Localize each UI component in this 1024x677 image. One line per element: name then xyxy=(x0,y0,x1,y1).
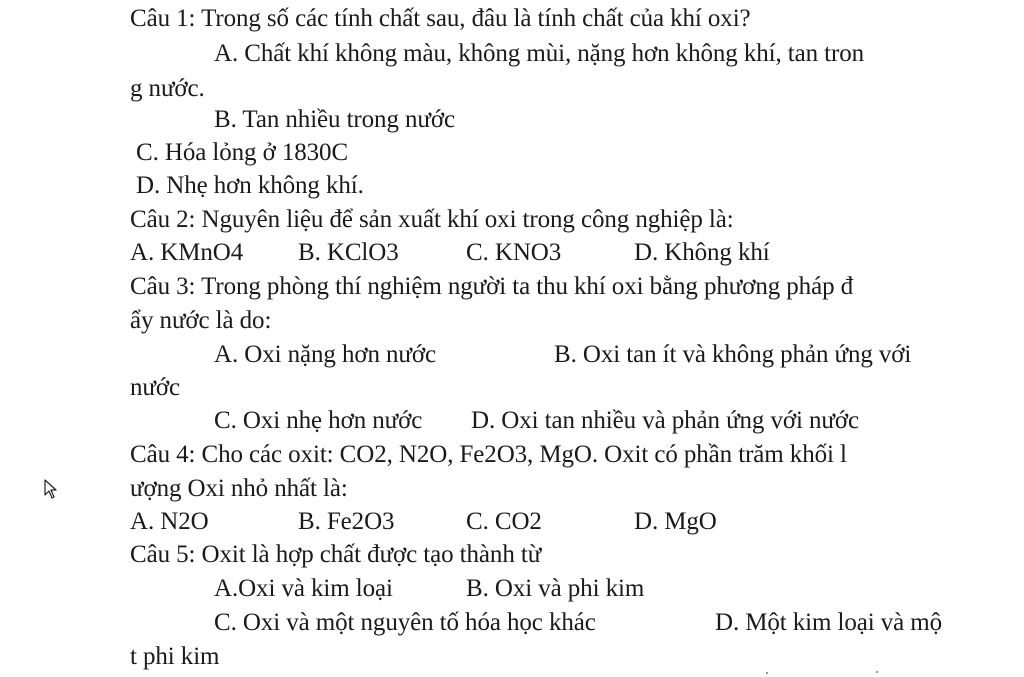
q2-option-b: B. KClO3 xyxy=(298,239,399,266)
q3-stem: Câu 3: Trong phòng thí nghiệm người ta thu khí oxi bằng phương pháp đ xyxy=(130,273,854,300)
q1-option-a-cont: g nước. xyxy=(130,75,205,102)
artifact-dot xyxy=(876,671,878,673)
artifact-dot xyxy=(766,672,768,674)
q4-option-b: B. Fe2O3 xyxy=(298,508,395,535)
q5-option-a: A.Oxi và kim loại xyxy=(214,575,393,602)
q2-stem: Câu 2: Nguyên liệu để sản xuất khí oxi trong công nghiệp là: xyxy=(130,206,734,233)
q5-stem: Câu 5: Oxit là hợp chất được tạo thành từ xyxy=(130,541,542,568)
q1-option-d: D. Nhẹ hơn không khí. xyxy=(136,172,364,199)
q2-option-d: D. Không khí xyxy=(634,239,770,266)
q1-option-b: B. Tan nhiều trong nước xyxy=(214,106,455,133)
mouse-pointer-icon xyxy=(44,479,58,499)
q4-stem: Câu 4: Cho các oxit: CO2, N2O, Fe2O3, MgO. Oxit có phần trăm khối l xyxy=(130,441,847,468)
q3-option-a: A. Oxi nặng hơn nước xyxy=(214,341,436,368)
q5-option-d: D. Một kim loại và mộ xyxy=(715,609,943,636)
q5-option-b: B. Oxi và phi kim xyxy=(466,575,645,602)
q2-option-a: A. KMnO4 xyxy=(130,239,244,266)
q2-option-c: C. KNO3 xyxy=(466,239,562,266)
q3-option-c: C. Oxi nhẹ hơn nước xyxy=(214,407,423,434)
q5-option-d-cont: t phi kim xyxy=(130,643,220,670)
q3-option-d: D. Oxi tan nhiều và phản ứng với nước xyxy=(471,407,859,434)
q3-option-b-cont: nước xyxy=(130,374,180,401)
q5-option-c: C. Oxi và một nguyên tố hóa học khác xyxy=(214,609,596,636)
q4-option-d: D. MgO xyxy=(634,508,717,535)
q3-stem-cont: ẩy nước là do: xyxy=(130,307,272,334)
q4-stem-cont: ượng Oxi nhỏ nhất là: xyxy=(130,475,348,502)
q4-option-c: C. CO2 xyxy=(466,508,542,535)
q1-option-c: C. Hóa lỏng ở 1830C xyxy=(136,139,349,166)
q3-option-b: B. Oxi tan ít và không phản ứng với xyxy=(554,341,912,368)
q1-option-a: A. Chất khí không màu, không mùi, nặng hơn không khí, tan tron xyxy=(214,40,865,67)
q1-stem: Câu 1: Trong số các tính chất sau, đâu là tính chất của khí oxi? xyxy=(130,5,751,32)
q4-option-a: A. N2O xyxy=(130,508,209,535)
